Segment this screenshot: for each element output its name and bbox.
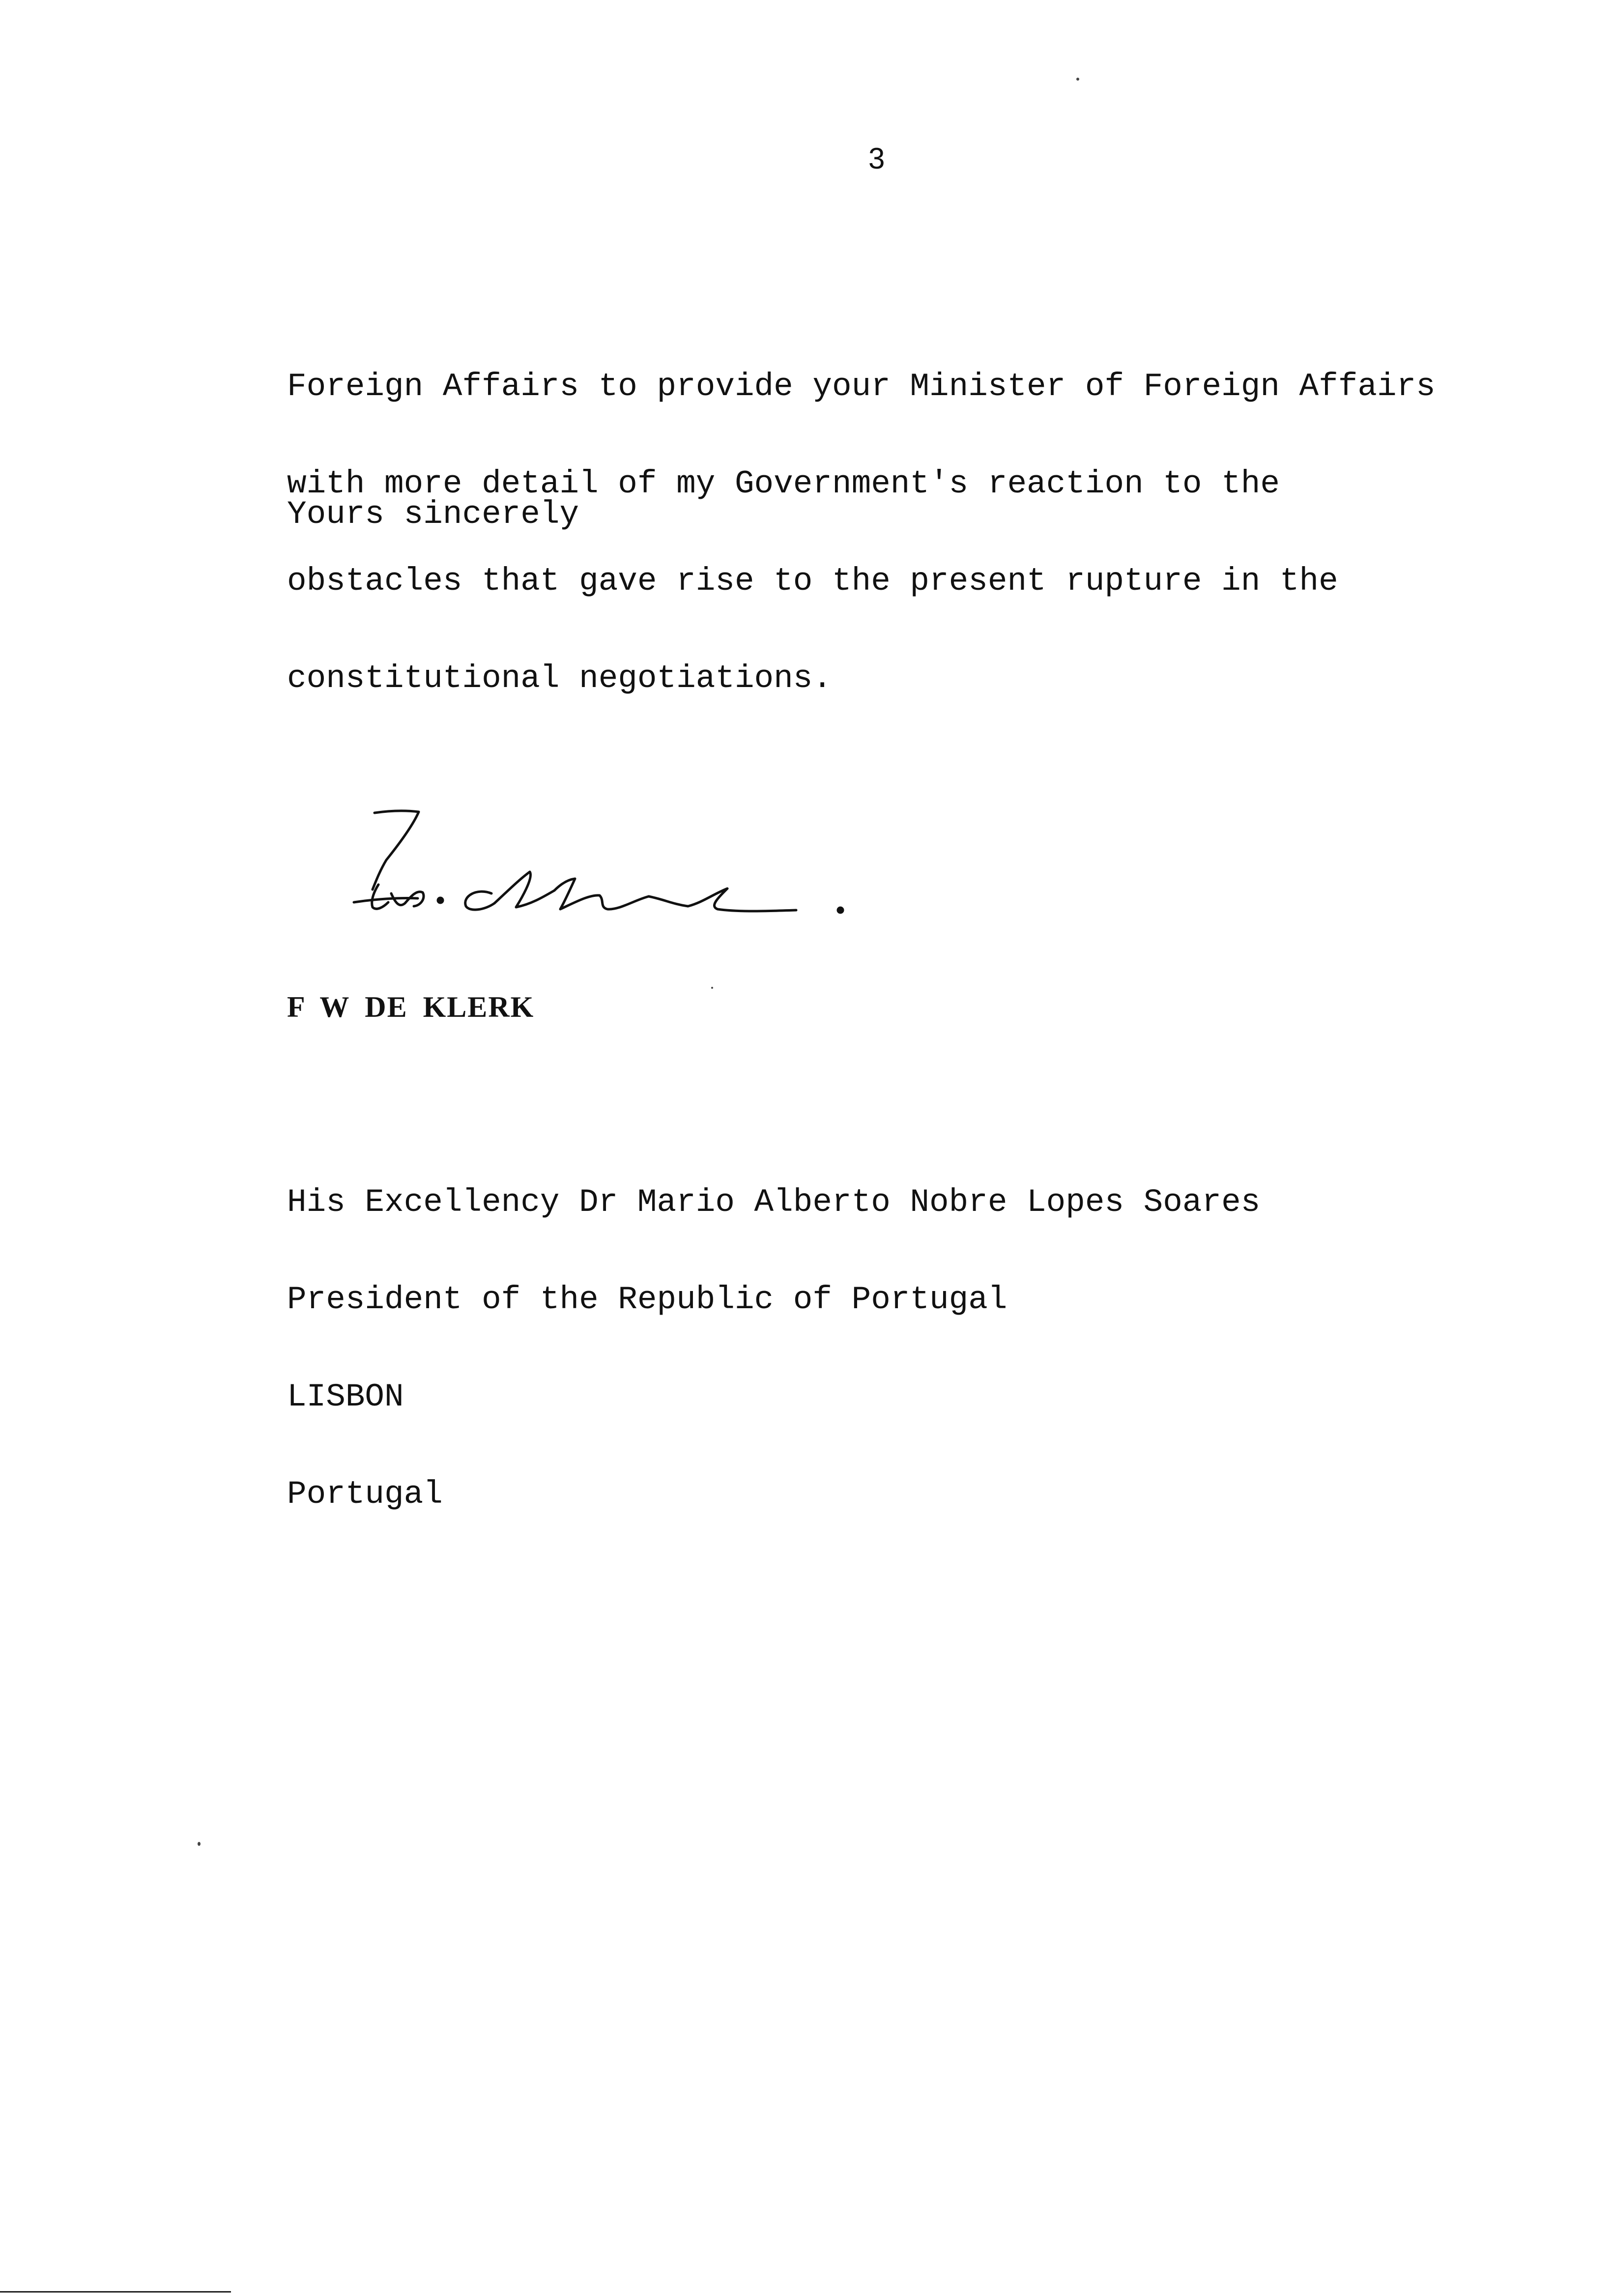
scan-speck	[711, 987, 713, 989]
body-line: constitutional negotiations.	[287, 660, 832, 697]
scan-speck	[1076, 78, 1079, 81]
body-line: Foreign Affairs to provide your Minister of Foreign Affairs	[287, 368, 1436, 405]
body-line: with more detail of my Government's reaction to the	[287, 465, 1280, 502]
body-line: obstacles that gave rise to the present rupture in the	[287, 563, 1338, 600]
letter-body-paragraph	[287, 306, 1436, 760]
handwritten-signature	[344, 806, 865, 934]
footer-rule	[0, 2291, 231, 2293]
signer-name: F W DE KLERK	[287, 991, 535, 1023]
address-line: Portugal	[287, 1476, 443, 1513]
address-line: LISBON	[287, 1378, 404, 1415]
address-line: President of the Republic of Portugal	[287, 1281, 1008, 1318]
closing-salutation: Yours sincerely	[287, 496, 579, 533]
scan-speck	[198, 1842, 201, 1846]
recipient-address	[287, 1121, 1260, 1576]
page-number: 3	[868, 142, 885, 175]
address-line: His Excellency Dr Mario Alberto Nobre Lopes Soares	[287, 1184, 1261, 1221]
